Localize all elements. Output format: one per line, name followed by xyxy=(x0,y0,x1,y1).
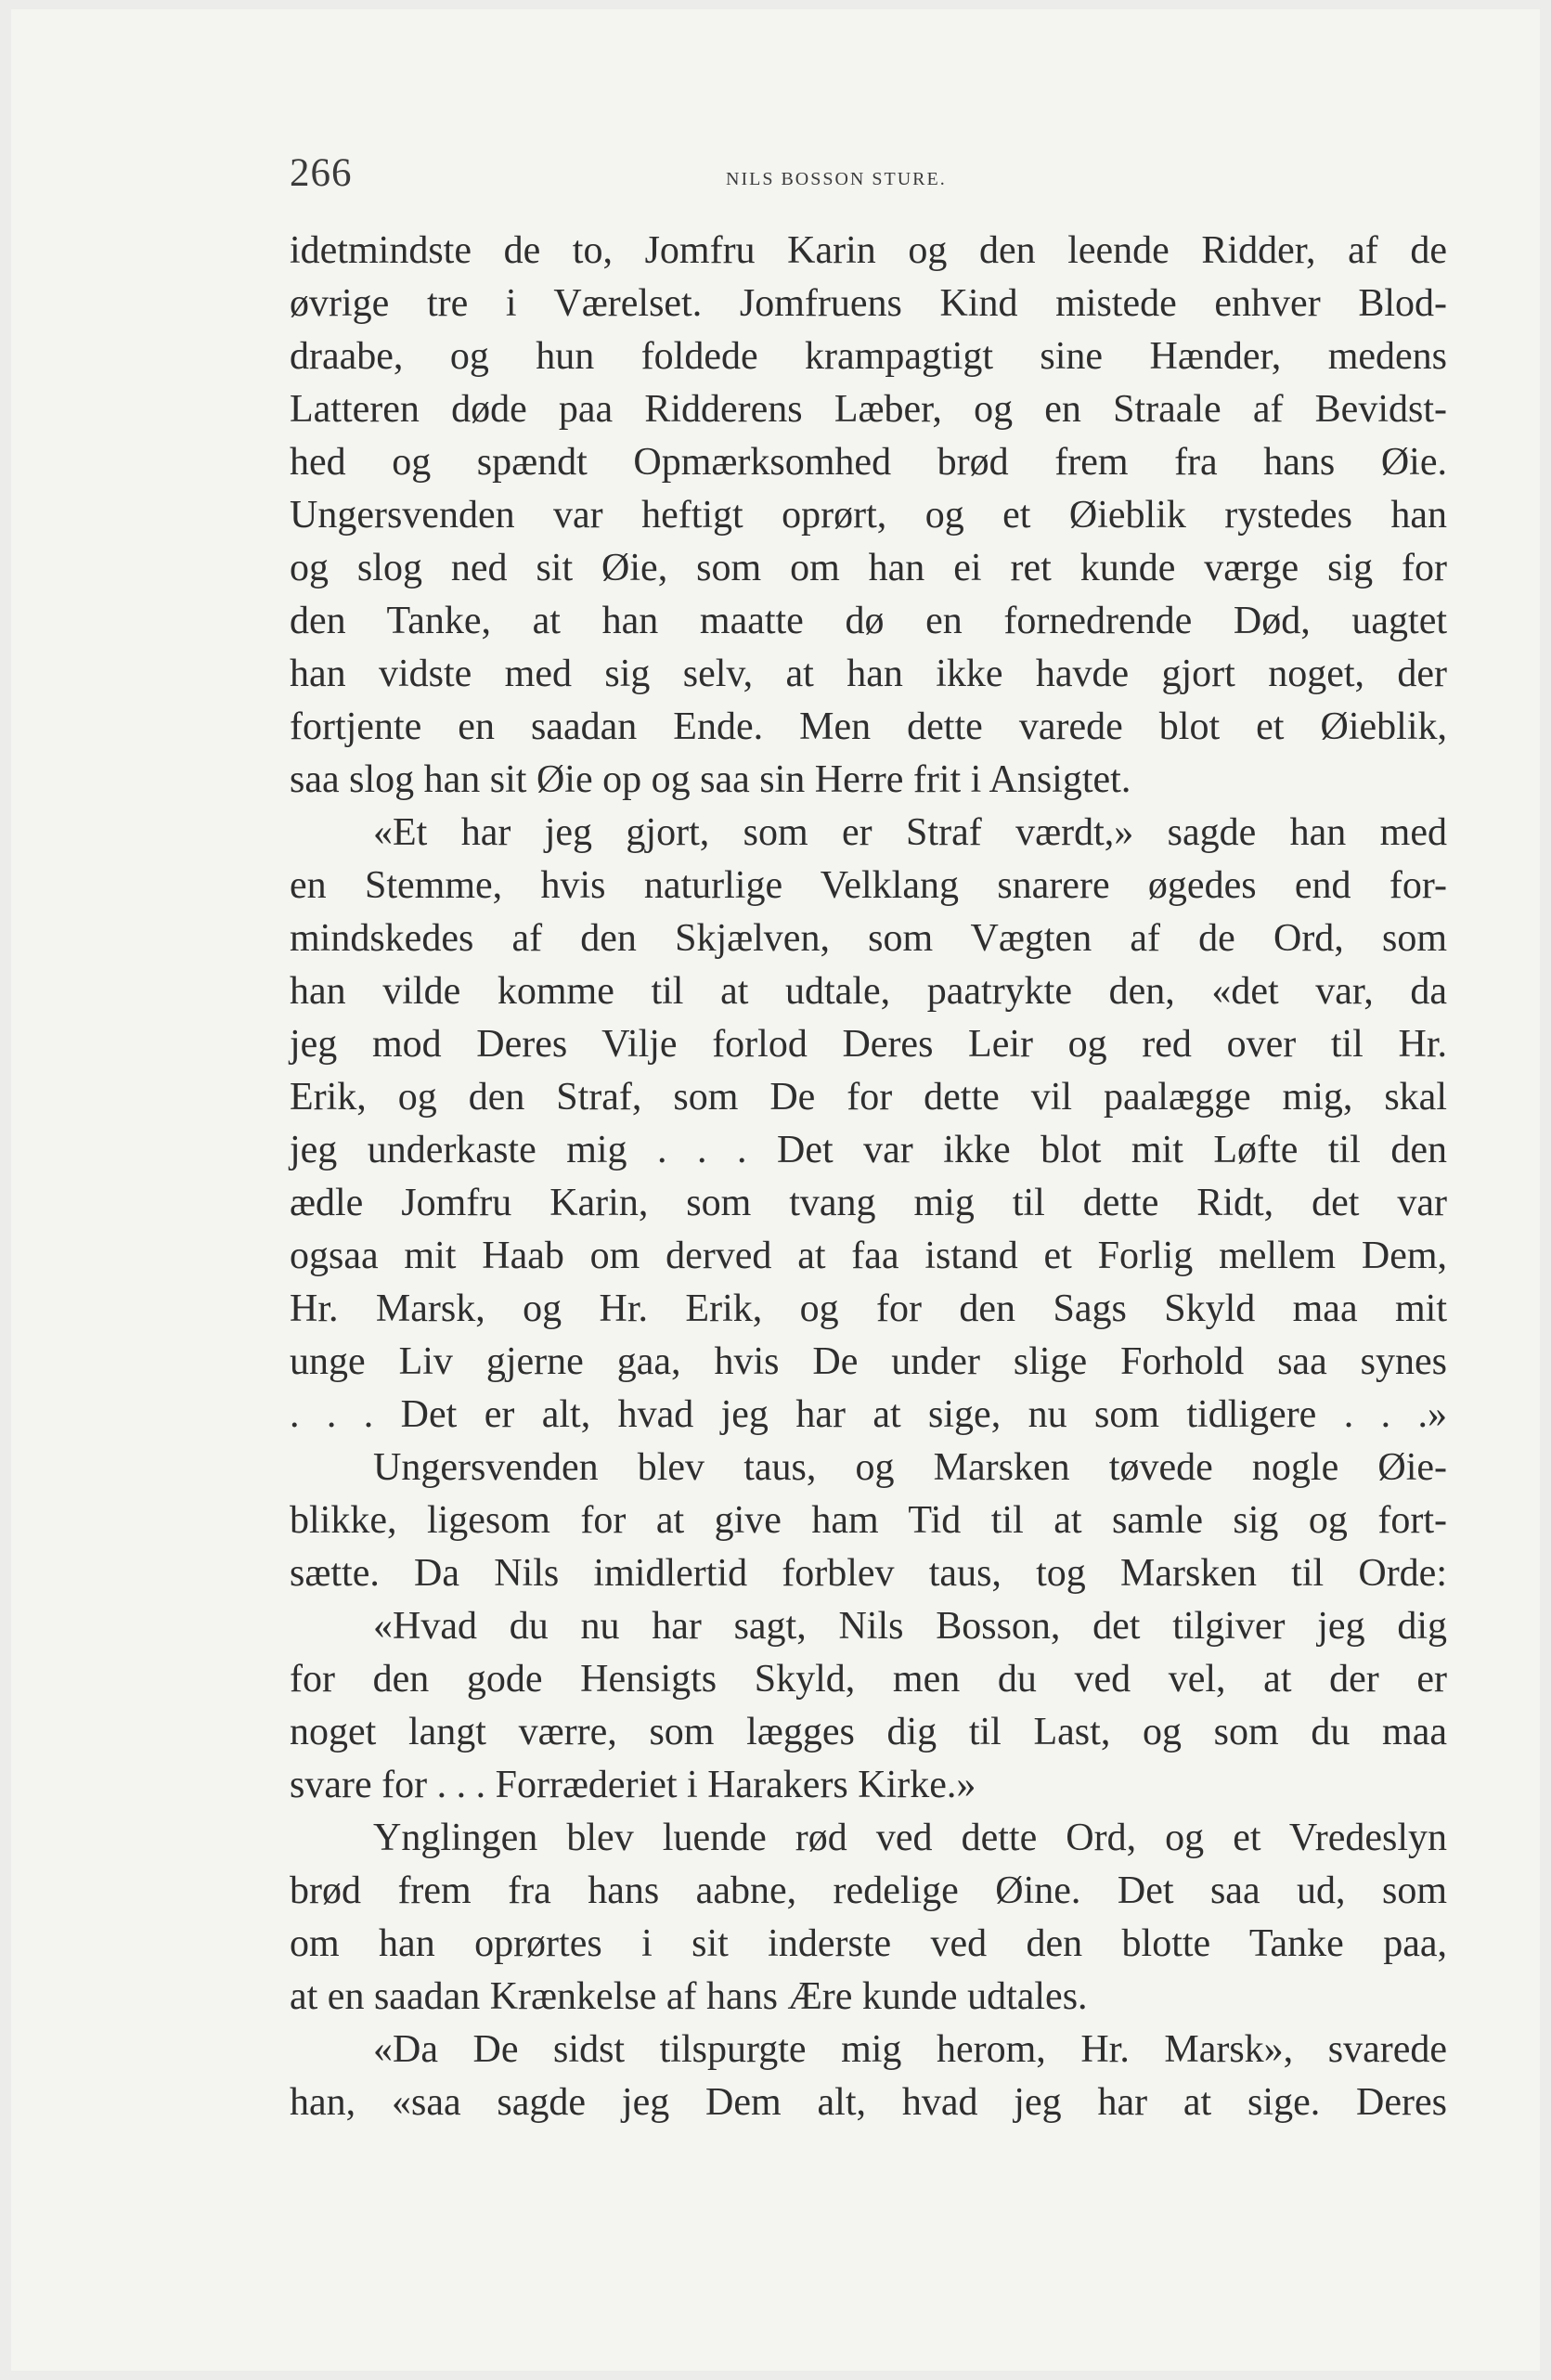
text-line: mindskedes af den Skjælven, som Vægten af de Ord, som xyxy=(290,917,1447,960)
text-line: Hr. Marsk, og Hr. Erik, og for den Sags Skyld maa mit xyxy=(290,1287,1447,1330)
text-line: ædle Jomfru Karin, som tvang mig til dette Ridt, det var xyxy=(290,1182,1447,1224)
text-line: for den gode Hensigts Skyld, men du ved vel, at der er xyxy=(290,1658,1447,1701)
text-line: brød frem fra hans aabne, redelige Øine. Det saa ud, som xyxy=(290,1869,1447,1912)
text-line: fortjente en saadan Ende. Men dette varede blot et Øieblik, xyxy=(290,705,1447,748)
text-line: saa slog han sit Øie op og saa sin Herre frit i Ansigtet. xyxy=(290,758,1131,801)
text-line: den Tanke, at han maatte dø en fornedrende Død, uagtet xyxy=(290,600,1447,642)
text-line: Erik, og den Straf, som De for dette vil paalægge mig, skal xyxy=(290,1076,1447,1119)
text-line: sætte. Da Nils imidlertid forblev taus, tog Marsken til Orde: xyxy=(290,1552,1447,1595)
text-line: idetmindste de to, Jomfru Karin og den leende Ridder, af de xyxy=(290,229,1447,272)
book-page xyxy=(11,9,1540,2371)
text-line: unge Liv gjerne gaa, hvis De under slige Forhold saa synes xyxy=(290,1340,1447,1383)
text-line: han vidste med sig selv, at han ikke havde gjort noget, der xyxy=(290,653,1447,695)
running-title: NILS BOSSON STURE. xyxy=(726,169,947,189)
page-header xyxy=(278,149,1448,204)
page-number: 266 xyxy=(290,151,353,195)
text-line: blikke, ligesom for at give ham Tid til at samle sig og fort- xyxy=(290,1499,1447,1542)
text-line: «Da De sidst tilspurgte mig herom, Hr. Marsk», svarede xyxy=(373,2028,1447,2071)
text-line: «Hvad du nu har sagt, Nils Bosson, det tilgiver jeg dig xyxy=(373,1605,1447,1648)
text-line: ogsaa mit Haab om derved at faa istand et Forlig mellem Dem, xyxy=(290,1235,1447,1277)
text-line: jeg mod Deres Vilje forlod Deres Leir og red over til Hr. xyxy=(290,1023,1447,1066)
text-line: Latteren døde paa Ridderens Læber, og en Straale af Bevidst- xyxy=(290,388,1447,431)
text-line: han vilde komme til at udtale, paatrykte den, «det var, da xyxy=(290,970,1447,1013)
text-line: og slog ned sit Øie, som om han ei ret kunde værge sig for xyxy=(290,547,1447,589)
text-line: han, «saa sagde jeg Dem alt, hvad jeg har at sige. Deres xyxy=(290,2081,1447,2124)
text-line: Ungersvenden var heftigt oprørt, og et Øieblik rystedes han xyxy=(290,494,1447,537)
text-line: Ungersvenden blev taus, og Marsken tøvede nogle Øie- xyxy=(373,1446,1447,1489)
body-text xyxy=(290,225,1447,2129)
text-line: svare for . . . Forræderiet i Harakers Kirke.» xyxy=(290,1764,976,1806)
text-line: draabe, og hun foldede krampagtigt sine Hænder, medens xyxy=(290,335,1447,378)
text-line: «Et har jeg gjort, som er Straf værdt,» sagde han med xyxy=(373,811,1447,854)
text-line: at en saadan Krænkelse af hans Ære kunde udtales. xyxy=(290,1975,1088,2018)
text-line: øvrige tre i Værelset. Jomfruens Kind mistede enhver Blod- xyxy=(290,282,1447,325)
text-line: om han oprørtes i sit inderste ved den blotte Tanke paa, xyxy=(290,1922,1447,1965)
text-line: Ynglingen blev luende rød ved dette Ord, og et Vredeslyn xyxy=(373,1817,1447,1859)
text-line: hed og spændt Opmærksomhed brød frem fra hans Øie. xyxy=(290,441,1447,484)
text-line: jeg underkaste mig . . . Det var ikke blot mit Løfte til den xyxy=(290,1129,1447,1171)
text-line: . . . Det er alt, hvad jeg har at sige, nu som tidligere . . .» xyxy=(290,1393,1447,1436)
text-line: noget langt værre, som lægges dig til Last, og som du maa xyxy=(290,1711,1447,1753)
text-line: en Stemme, hvis naturlige Velklang snarere øgedes end for- xyxy=(290,864,1447,907)
